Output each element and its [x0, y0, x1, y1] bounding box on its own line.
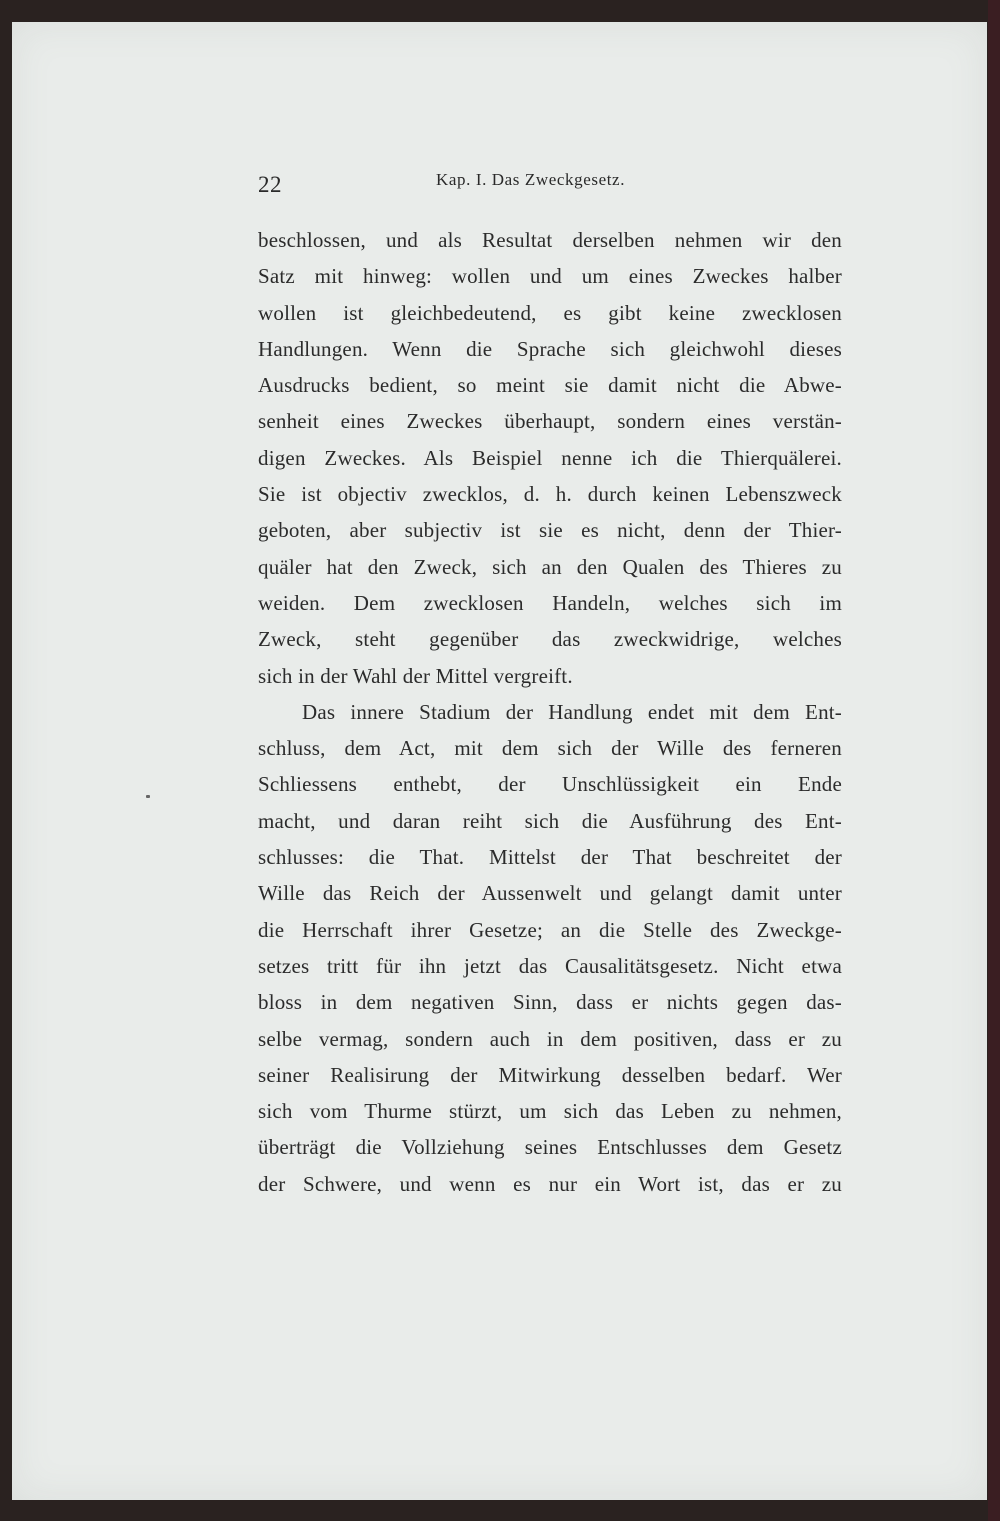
text-line: weiden. Dem zwecklosen Handeln, welches sich im — [258, 590, 842, 615]
text-line: Handlungen. Wenn die Sprache sich gleichwohl dieses — [258, 336, 842, 361]
margin-speck — [146, 795, 150, 798]
book-edge — [988, 0, 1000, 1521]
text-line: Ausdrucks bedient, so meint sie damit nicht die Abwe- — [258, 373, 842, 398]
text-line: sich vom Thurme stürzt, um sich das Leben zu nehmen, — [258, 1099, 842, 1124]
text-line: Wille das Reich der Aussenwelt und gelangt damit unter — [258, 881, 842, 906]
text-line: setzes tritt für ihn jetzt das Causalitätsgesetz. Nicht etwa — [258, 953, 842, 978]
text-line: Satz mit hinweg: wollen und um eines Zweckes halber — [258, 264, 842, 289]
page-number: 22 — [258, 172, 282, 197]
paragraph-1 — [258, 222, 842, 694]
text-line: selbe vermag, sondern auch in dem positiven, dass er zu — [258, 1026, 842, 1051]
page-header — [258, 168, 842, 208]
text-line: die Herrschaft ihrer Gesetze; an die Stelle des Zweckge- — [258, 917, 842, 942]
text-line: schlusses: die That. Mittelst der That beschreitet der — [258, 845, 842, 870]
text-line: macht, und daran reiht sich die Ausführung des Ent- — [258, 808, 842, 833]
text-line: der Schwere, und wenn es nur ein Wort ist, das er zu — [258, 1171, 842, 1196]
body-text — [258, 222, 842, 1202]
text-line: schluss, dem Act, mit dem sich der Wille des ferneren — [258, 736, 842, 761]
text-line: Sie ist objectiv zwecklos, d. h. durch keinen Lebenszweck — [258, 482, 842, 507]
text-line: Schliessens enthebt, der Unschlüssigkeit ein Ende — [258, 772, 842, 797]
running-head: Kap. I. Das Zweckgesetz. — [436, 170, 626, 189]
text-line: senheit eines Zweckes überhaupt, sondern eines verstän- — [258, 409, 842, 434]
text-line: digen Zweckes. Als Beispiel nenne ich die Thierquälerei. — [258, 445, 842, 470]
text-line: geboten, aber subjectiv ist sie es nicht, denn der Thier- — [258, 518, 842, 543]
text-line: Das innere Stadium der Handlung endet mit dem Ent- — [302, 699, 842, 724]
paragraph-2 — [258, 694, 842, 1202]
text-line: Zweck, steht gegenüber das zweckwidrige, welches — [258, 627, 842, 652]
text-line: quäler hat den Zweck, sich an den Qualen des Thieres zu — [258, 554, 842, 579]
text-line: überträgt die Vollziehung seines Entschlusses dem Gesetz — [258, 1135, 842, 1160]
text-line: sich in der Wahl der Mittel vergreift. — [258, 663, 573, 688]
text-line: wollen ist gleichbedeutend, es gibt keine zwecklosen — [258, 300, 842, 325]
text-line: seiner Realisirung der Mitwirkung desselben bedarf. Wer — [258, 1062, 842, 1087]
text-line: bloss in dem negativen Sinn, dass er nichts gegen das- — [258, 990, 842, 1015]
text-line: beschlossen, und als Resultat derselben nehmen wir den — [258, 228, 842, 252]
